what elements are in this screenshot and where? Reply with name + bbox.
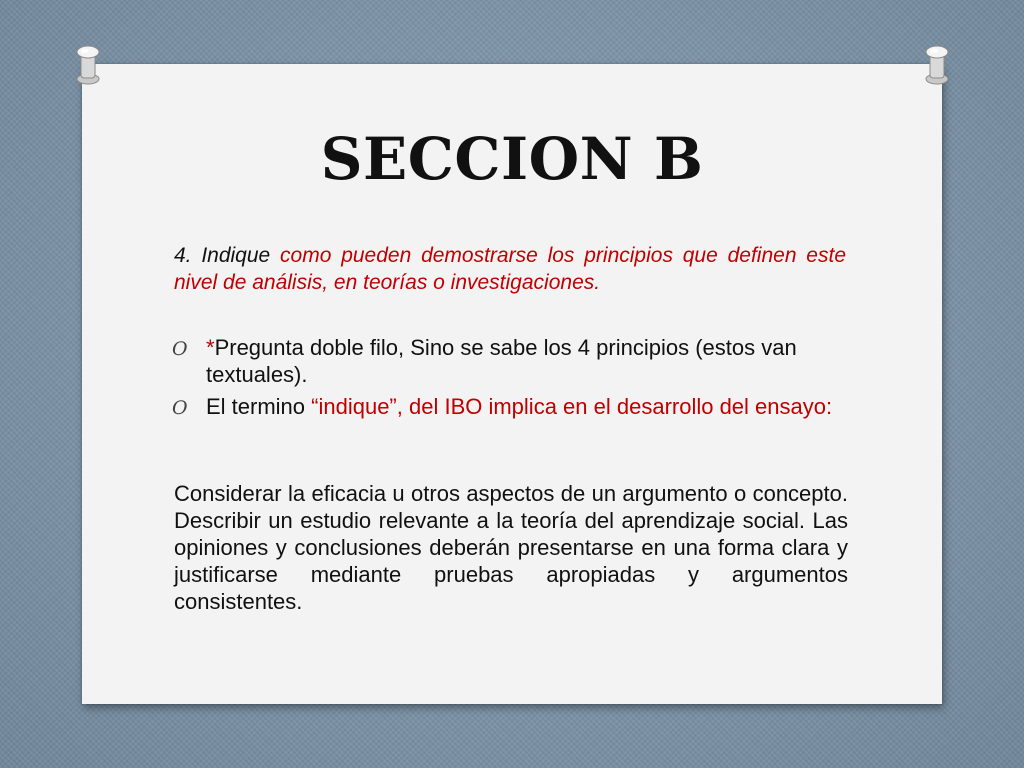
bullet-item <box>172 334 844 388</box>
bullet-text: El termino <box>206 394 312 419</box>
bullet-marker-icon: O <box>172 338 188 360</box>
bullet-marker-icon: O <box>172 397 188 419</box>
question-text <box>174 242 846 296</box>
pushpin-icon <box>73 42 103 86</box>
definition-paragraph: Considerar la eficacia u otros aspectos de un argumento o concepto. Describir un estudio relevante a la teoría del aprendizaje social. Las opiniones y conclusiones deberán presentarse en una forma clara y justificarse mediante pruebas apropiadas y argumentos consistentes. <box>174 481 848 614</box>
bullet-text: Pregunta doble filo, Sino se sabe los 4 principios (estos van textuales). <box>206 335 797 387</box>
bullet-asterisk: * <box>206 335 215 360</box>
slide-title: SECCION B <box>320 125 704 193</box>
bullet-item <box>172 393 844 420</box>
pushpin-icon <box>922 42 952 86</box>
bullet-red-text: “indique”, del IBO implica en el desarrollo del ensayo: <box>311 394 833 419</box>
bullet-list <box>172 334 844 425</box>
question-red-text: como pueden demostrarse los principios que definen este nivel de análisis, en teorías o investigaciones. <box>174 244 846 294</box>
question-number: 4. Indique <box>174 244 281 267</box>
